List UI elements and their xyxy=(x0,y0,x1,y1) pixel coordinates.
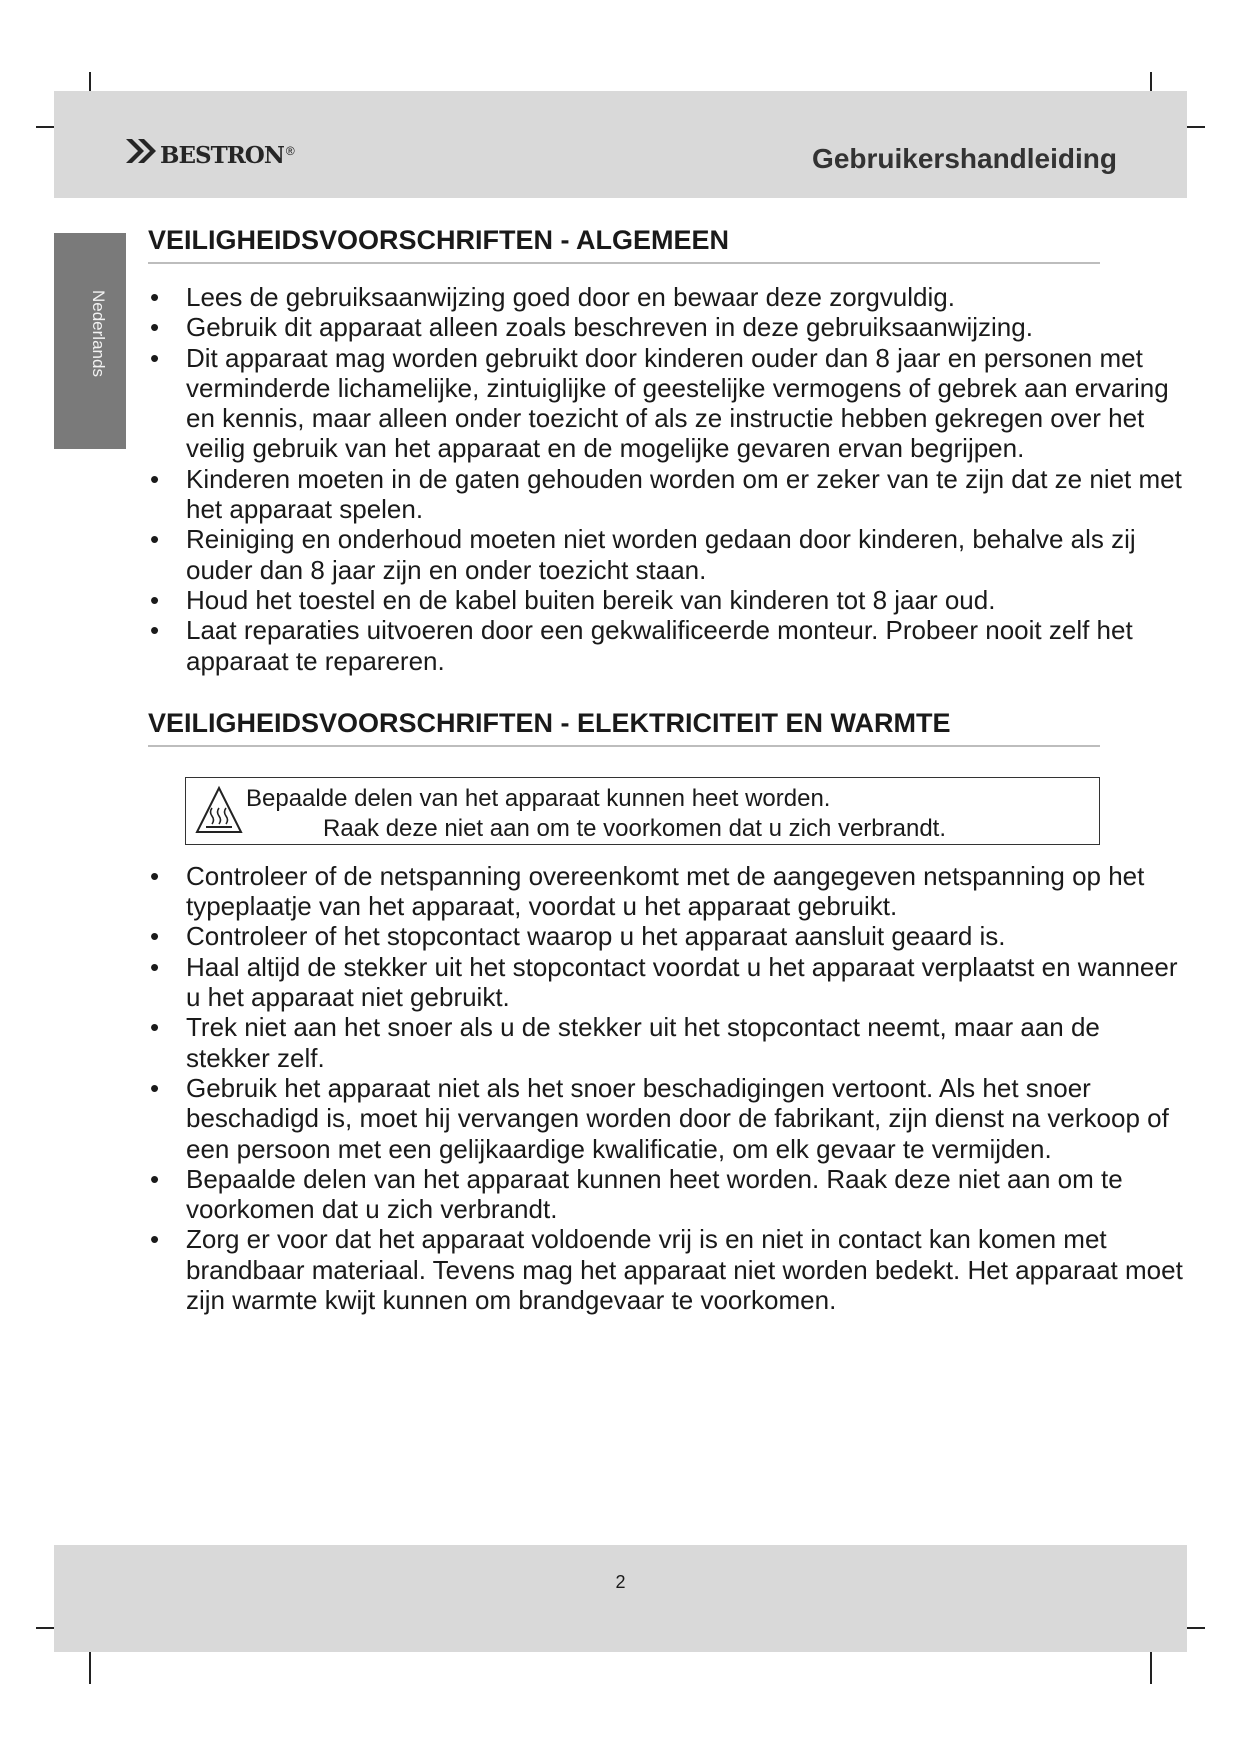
warning-line-2: Raak deze niet aan om te voorkomen dat u zich verbrandt. xyxy=(323,814,947,842)
registered-mark: ® xyxy=(285,144,295,158)
section-heading-electricity: VEILIGHEIDSVOORSCHRIFTEN - ELEKTRICITEIT EN WARMTE xyxy=(148,708,1100,747)
electricity-rules-list xyxy=(148,861,1208,1315)
warning-line-1: Bepaalde delen van het apparaat kunnen heet worden. xyxy=(246,784,831,812)
hot-surface-warning xyxy=(185,777,1100,845)
list-item: • Controleer of het stopcontact waarop u het apparaat aansluit geaard is. xyxy=(148,921,1186,951)
page-number: 2 xyxy=(615,1572,626,1592)
list-item: • Kinderen moeten in de gaten gehouden worden om er zeker van te zijn dat ze niet met het apparaat spelen. xyxy=(148,464,1186,525)
list-item: • Zorg er voor dat het apparaat voldoende vrij is en niet in contact kan komen met brandbaar materiaal. Tevens mag het apparaat niet worden bedekt. Het apparaat moet zijn warmte kwijt kunnen om brandgevaar te voorkomen. xyxy=(148,1224,1186,1315)
list-item: • Gebruik dit apparaat alleen zoals beschreven in deze gebruiksaanwijzing. xyxy=(148,312,1186,342)
brand-chevrons-icon xyxy=(124,133,160,169)
list-item: • Trek niet aan het snoer als u de stekker uit het stopcontact neemt, maar aan de stekker zelf. xyxy=(148,1012,1186,1073)
general-rules-list xyxy=(148,282,1208,676)
brand-name: bestron xyxy=(160,131,284,171)
list-item: • Bepaalde delen van het apparaat kunnen heet worden. Raak deze niet aan om te voorkomen dat u zich verbrandt. xyxy=(148,1164,1186,1225)
list-item: • Gebruik het apparaat niet als het snoer beschadigingen vertoont. Als het snoer beschadigd is, moet hij vervangen worden door de fabrikant, zijn dienst na verkoop of een persoon met een gelijkaardige kwalificatie, om elk gevaar te vermijden. xyxy=(148,1073,1186,1164)
list-item: • Haal altijd de stekker uit het stopcontact voordat u het apparaat verplaatst en wanneer u het apparaat niet gebruikt. xyxy=(148,952,1186,1013)
language-tab-label: Nederlands xyxy=(89,290,108,377)
list-item: • Controleer of de netspanning overeenkomt met de aangegeven netspanning op het typeplaatje van het apparaat, voordat u het apparaat gebruikt. xyxy=(148,861,1186,922)
list-item: • Houd het toestel en de kabel buiten bereik van kinderen tot 8 jaar oud. xyxy=(148,585,1186,615)
page-footer xyxy=(54,1545,1187,1652)
brand-logo xyxy=(124,131,295,171)
list-item: • Laat reparaties uitvoeren door een gekwalificeerde monteur. Probeer nooit zelf het apparaat te repareren. xyxy=(148,615,1186,676)
page-content xyxy=(148,225,1208,1315)
list-item: • Dit apparaat mag worden gebruikt door kinderen ouder dan 8 jaar en personen met verminderde lichamelijke, zintuiglijke of geestelijke vermogens of gebrek aan ervaring en kennis, maar alleen onder toezicht of als ze instructie hebben gekregen over het veilig gebruik van het apparaat en de mogelijke gevaren ervan begrijpen. xyxy=(148,343,1186,464)
page-header xyxy=(54,91,1187,198)
hot-surface-icon xyxy=(194,784,244,836)
section-heading-general: VEILIGHEIDSVOORSCHRIFTEN - ALGEMEEN xyxy=(148,225,1100,264)
document-title: Gebruikershandleiding xyxy=(812,143,1117,174)
list-item: • Reiniging en onderhoud moeten niet worden gedaan door kinderen, behalve als zij ouder dan 8 jaar zijn en onder toezicht staan. xyxy=(148,524,1186,585)
list-item: • Lees de gebruiksaanwijzing goed door en bewaar deze zorgvuldig. xyxy=(148,282,1186,312)
